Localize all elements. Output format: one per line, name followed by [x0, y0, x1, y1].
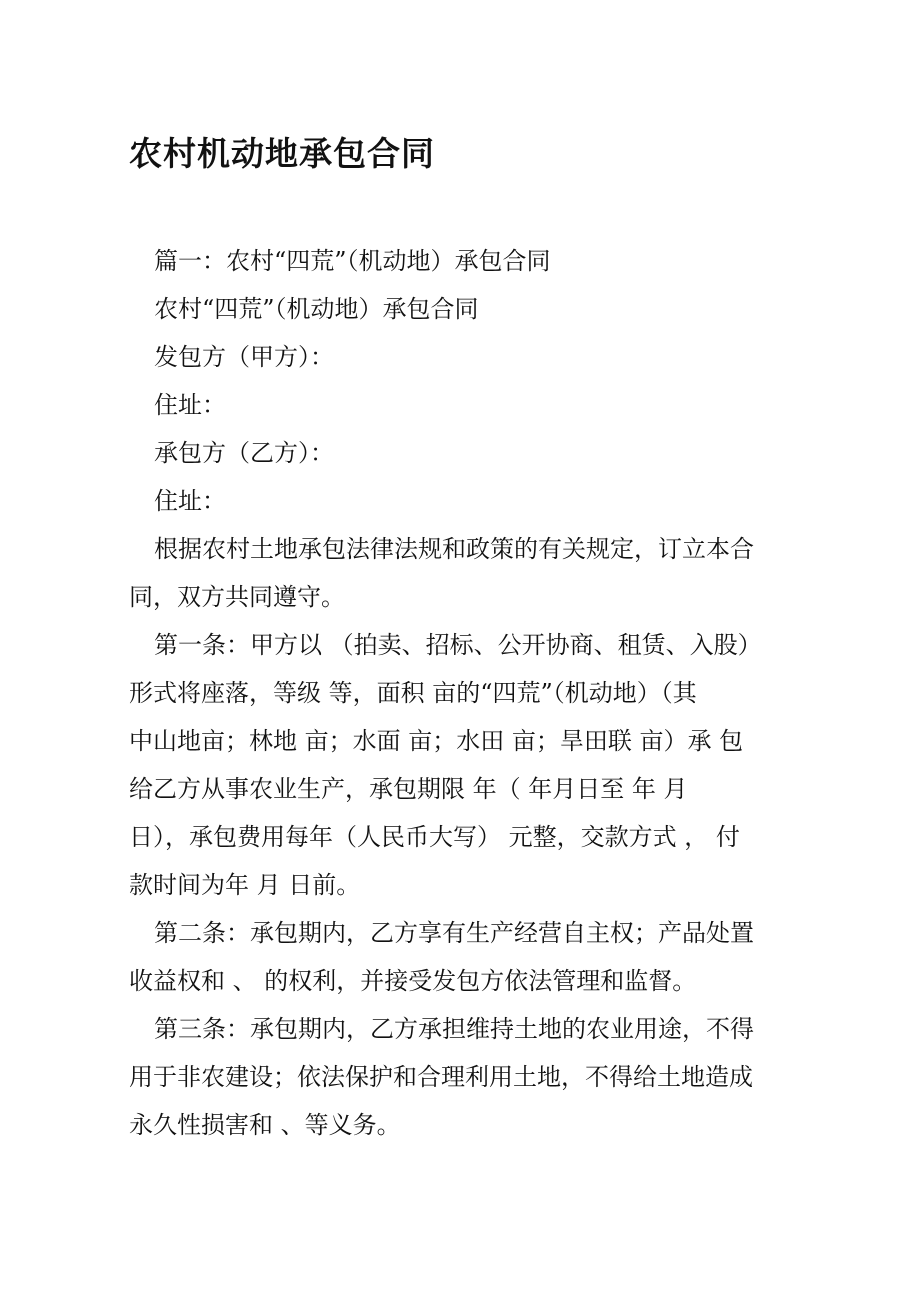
- paragraph-line: 住址：: [154, 391, 226, 419]
- paragraph-line: 承包方（乙方）：: [154, 439, 334, 467]
- paragraph-line: 第二条：承包期内，乙方享有生产经营自主权；产品处置: [154, 919, 754, 947]
- paragraph-line: 永久性损害和 、等义务。: [129, 1111, 401, 1139]
- paragraph-line: 篇一：农村“四荒”（机动地）承包合同: [154, 247, 551, 275]
- paragraph-line: 日），承包费用每年（人民币大写） 元整，交款方式 ， 付: [129, 823, 740, 851]
- paragraph-line: 形式将座落，等级 等，面积 亩的“四荒”（机动地）（其: [129, 679, 697, 707]
- paragraph-line: 根据农村土地承包法律法规和政策的有关规定，订立本合: [154, 535, 754, 563]
- paragraph-line: 用于非农建设；依法保护和合理利用土地，不得给土地造成: [129, 1063, 753, 1091]
- document-body: [129, 237, 784, 1149]
- paragraph-line: 第一条：甲方以 （拍卖、招标、公开协商、租赁、入股）: [154, 631, 762, 659]
- paragraph-line: 农村“四荒”（机动地）承包合同: [154, 295, 479, 323]
- paragraph-line: 款时间为年 月 日前。: [129, 871, 361, 899]
- paragraph-line: 收益权和 、 的权利，并接受发包方依法管理和监督。: [129, 967, 697, 995]
- paragraph-line: 给乙方从事农业生产，承包期限 年（ 年月日至 年 月: [129, 775, 688, 803]
- paragraph-line: 第三条：承包期内，乙方承担维持土地的农业用途，不得: [154, 1015, 754, 1043]
- paragraph-line: 同，双方共同遵守。: [129, 583, 345, 611]
- paragraph-line: 中山地亩；林地 亩；水面 亩；水田 亩；旱田联 亩）承 包: [129, 727, 744, 755]
- paragraph-line: 住址：: [154, 487, 226, 515]
- paragraph-line: 发包方（甲方）：: [154, 343, 334, 371]
- document-title: 农村机动地承包合同: [129, 134, 435, 173]
